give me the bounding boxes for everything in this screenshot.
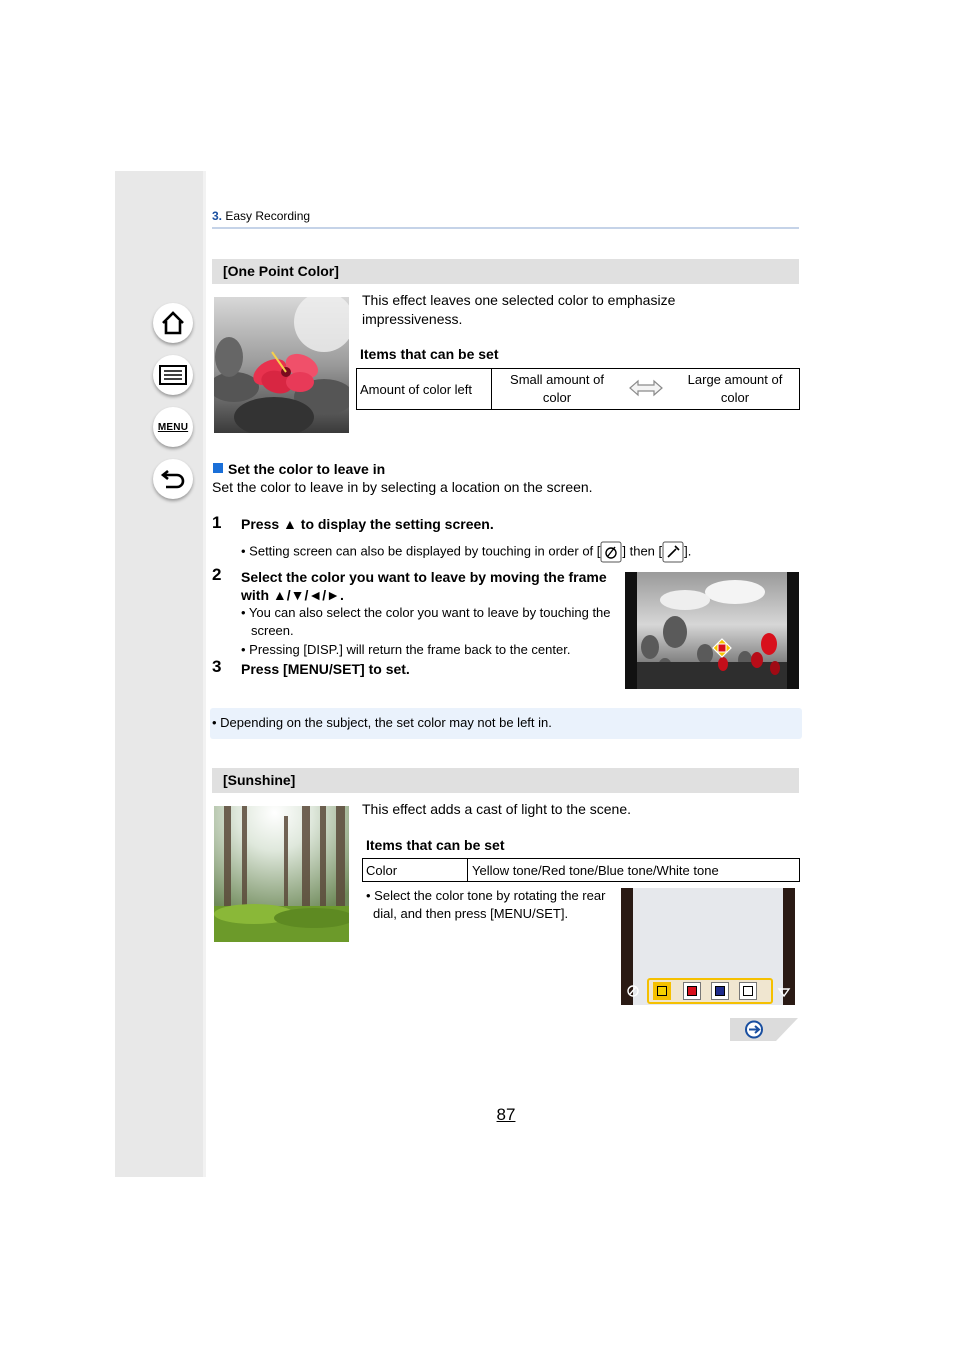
menu-label: MENU	[157, 421, 189, 433]
sunshine-items-title: Items that can be set	[366, 837, 505, 853]
list-icon	[159, 365, 187, 385]
small-amount-label: Small amount of color	[510, 372, 604, 405]
color-adjust-touch-icon[interactable]	[600, 541, 622, 563]
section-header-sunshine	[212, 768, 799, 793]
step-2-number: 2	[212, 565, 222, 584]
return-icon	[777, 986, 791, 998]
amount-color-label: Amount of color left	[357, 369, 492, 410]
sunshine-color-label: Color	[363, 859, 468, 882]
chapter-title: Easy Recording	[225, 209, 311, 223]
one-point-description: This effect leaves one selected color to emphasize impressiveness.	[362, 292, 676, 327]
chapter-number: 3.	[212, 209, 223, 223]
color-select-screen-image	[625, 572, 799, 689]
sunshine-items-table	[362, 858, 800, 882]
step-1-note-part-c: ].	[684, 543, 692, 559]
sidebar-divider	[203, 171, 206, 1177]
menu-button[interactable]	[153, 407, 193, 447]
back-button[interactable]	[153, 459, 193, 499]
white-tone-option[interactable]	[739, 982, 757, 1000]
step-2-bullet-1: • You can also select the color you want to leave by touching the screen.	[241, 605, 611, 638]
set-color-title: Set the color to leave in	[228, 461, 386, 477]
step-1-title: Press ▲ to display the setting screen.	[241, 516, 494, 532]
one-point-items-title: Items that can be set	[360, 346, 499, 362]
sunshine-sample-photo	[214, 806, 349, 942]
amount-scale-cell	[492, 369, 800, 410]
blue-square-bullet-icon	[213, 463, 223, 473]
section-title: [Sunshine]	[223, 772, 296, 788]
red-tone-option[interactable]	[683, 982, 701, 1000]
next-page-button[interactable]	[730, 1018, 798, 1041]
large-amount-label: Large amount of color	[687, 372, 783, 405]
step-2-title: Select the color you want to leave by moving the frame with ▲/▼/◄/►.	[241, 569, 607, 603]
back-arrow-icon	[160, 467, 186, 491]
section-title: [One Point Color]	[223, 263, 339, 279]
note-text: • Depending on the subject, the set color may not be left in.	[212, 715, 552, 730]
double-arrow-icon	[628, 379, 664, 397]
set-color-body: Set the color to leave in by selecting a location on the screen.	[212, 479, 593, 495]
step-3-number: 3	[212, 657, 222, 676]
rear-dial-icon	[626, 984, 640, 998]
step-1-note	[241, 541, 691, 563]
yellow-tone-option[interactable]	[653, 982, 671, 1000]
tone-select-screen	[621, 888, 795, 1005]
tone-selector	[647, 978, 773, 1004]
breadcrumb	[212, 209, 310, 223]
one-point-items-table	[356, 368, 800, 410]
contents-button[interactable]	[153, 355, 193, 395]
note-box	[210, 708, 802, 739]
breadcrumb-underline	[212, 227, 799, 229]
step-1-number: 1	[212, 513, 222, 532]
blue-tone-option[interactable]	[711, 982, 729, 1000]
step-3-title: Press [MENU/SET] to set.	[241, 661, 410, 677]
step-2-bullet-2: • Pressing [DISP.] will return the frame back to the center.	[241, 642, 571, 657]
sunshine-color-options: Yellow tone/Red tone/Blue tone/White tone	[468, 859, 800, 882]
one-point-color-sample-photo	[214, 297, 349, 433]
home-button[interactable]	[153, 303, 193, 343]
page-number: 87	[496, 1105, 516, 1124]
eyedropper-touch-icon[interactable]	[662, 541, 684, 563]
sunshine-description: This effect adds a cast of light to the scene.	[362, 801, 632, 817]
home-icon	[160, 310, 186, 336]
sunshine-bullet: • Select the color tone by rotating the rear dial, and then press [MENU/SET].	[366, 888, 606, 921]
step-1-note-part-b: ] then [	[622, 543, 663, 559]
step-1-note-part-a: • Setting screen can also be displayed by touching in order of [	[241, 543, 601, 559]
section-header-one-point-color	[212, 259, 799, 284]
